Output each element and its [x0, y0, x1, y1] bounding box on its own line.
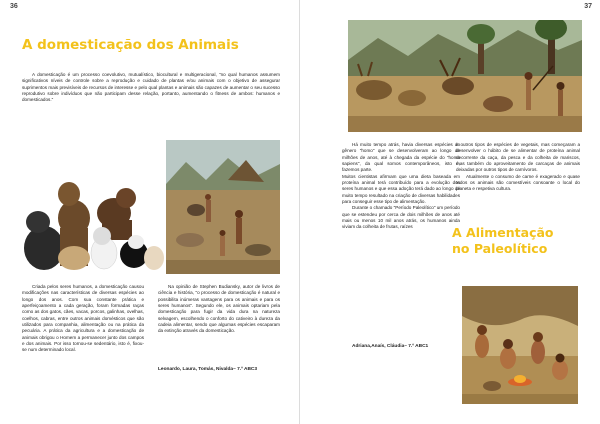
page-title: A domesticação dos Animais — [22, 37, 239, 53]
right-page — [300, 0, 600, 424]
prehistoric-domestication-illustration — [166, 140, 280, 274]
paleolithic-hunting-illustration — [348, 20, 582, 132]
body-column-1: Há muito tempo atrás, havia diversas espécies do gênero "homo" que se desenvolveram ao longo de milhões de anos, até à chegada da espécie do "homo sapiens", da qual somos contemporâneos, isto é, fazemos parte. Muitos cientistas afirmam que uma dieta baseada em proteína animal terá contribuído para a evolução dos seres humanos e que essa adoção terá dado ao longo de muito tempo resultado na criação de diversas habilidades para conseguir esse tipo de alimentação. Durante o chamado "Período Paleolítico" um período que se estendeu por cerca de dois milhões de anos até mais ou menos 10 mil anos atrás, os humanos ainda viviam da colheita de frutas, raízes — [342, 142, 460, 230]
intro-paragraph: A domesticação é um processo coevolutivo, mutualístico, biocultural e multigeracional, "no qual humanos assumem significativos níveis de controle sobre a reprodução e cuidado de plantas e/ou animais com o objetivo de assegurar suprimentos mais previsíveis de recursos de interesse e pelo qual plantas e animais são capazes de aumentar o seu sucesso reprodutivo sobre indivíduos que não participam desse relação, portanto, aumentando o fitness de ambos: humanos e domesticados." — [22, 72, 280, 103]
page-number: 36 — [10, 3, 18, 10]
body-column-2: e outros tipos de espécies de vegetais, mas começaram a desenvolver o hábito de se alimentar de proteína animal decorrente da caça, da pesca e da colheita de mariscos, mas também do aproveitamento de carcaças de animais deixadas por outros tipos de carnívoros. Atualmente o consumo de carne é exagerado e quase todos os animais são comestíveis consoante o local do planeta e respetiva cultura. — [456, 142, 580, 192]
authors-credit: Leonardo, Laura, Tomás, Nivalda– 7.º ABC3 — [158, 367, 258, 372]
page-number: 37 — [584, 3, 592, 10]
section-title-line-2: no Paleolítico — [452, 241, 548, 257]
cave-family-illustration — [462, 286, 578, 404]
authors-credit: Adriana,Anaís, Cláudia– 7.º ABC1 — [352, 344, 429, 349]
body-column-2: Na opinião de Stephen Budiansky, autor de livros de ciência e história, "o processo de domesticação é natural e possibilita inúmeras vantagens para os animais e para os seres humanos". Segundo ele, os animais optariam pela domesticação para fugir da vida dura na natureza selvagem, escolhendo o conforto do cativeiro à dureza da cadeia alimentar, sendo que algumas espécies escaparam da extinção através da domesticação. — [158, 284, 280, 334]
body-column-1: Criada pelos seres humanos, a domesticação causou modificações nas características de diversas espécies ao longo dos anos. Com sua constante prática e aperfeiçoamento a cada geração, foram formadas raças como as dos gatos, cães, vacas, porcos, galinhas, ovelhas, coelhos, cabras, entre outros animais domésticos que são utilizados para companhia, alimentação ou na prática da pecuária. A prática da agricultura e a domesticação de animais obrigou o Homem a permanecer junto dos campos e dos animais. Por isso tornou-se sedentário, isto é, fixou-se num determinado local. — [22, 284, 144, 353]
section-title-line-1: A Alimentação — [452, 225, 554, 240]
section-title — [452, 226, 554, 255]
dogs-photo — [14, 158, 166, 274]
